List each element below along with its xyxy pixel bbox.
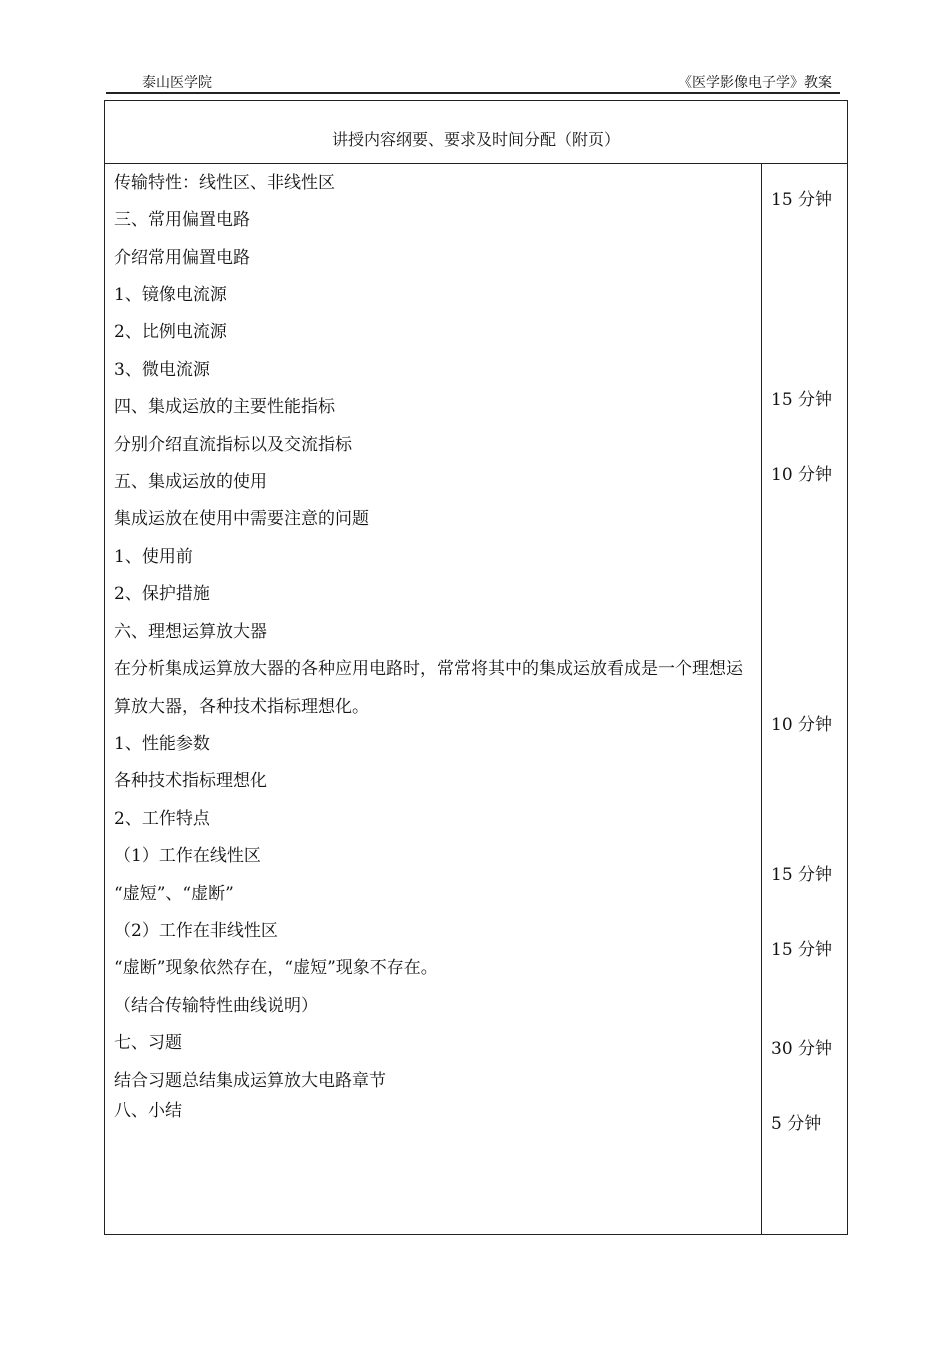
table-title-row xyxy=(105,101,847,164)
content-line: （2）工作在非线性区 xyxy=(114,921,278,941)
time-allocation: 15 分钟 xyxy=(771,390,833,410)
content-line: 七、习题 xyxy=(114,1033,182,1053)
time-allocation: 5 分钟 xyxy=(771,1114,822,1134)
content-line: 五、集成运放的使用 xyxy=(114,472,267,492)
table-title: 讲授内容纲要、要求及时间分配（附页） xyxy=(331,130,620,149)
time-allocation: 15 分钟 xyxy=(771,190,833,210)
content-line: 集成运放在使用中需要注意的问题 xyxy=(114,509,369,529)
content-line: 传输特性：线性区、非线性区 xyxy=(114,173,335,193)
content-line: 2、保护措施 xyxy=(114,584,210,604)
content-line: 在分析集成运算放大器的各种应用电路时，常常将其中的集成运放看成是一个理想运 xyxy=(114,659,743,679)
time-allocation: 10 分钟 xyxy=(771,715,833,735)
content-line: 六、理想运算放大器 xyxy=(114,622,267,642)
content-line: 四、集成运放的主要性能指标 xyxy=(114,397,335,417)
time-allocation: 10 分钟 xyxy=(771,465,833,485)
content-line: （结合传输特性曲线说明） xyxy=(114,996,318,1016)
content-line: 3、微电流源 xyxy=(114,360,210,380)
content-line: 2、工作特点 xyxy=(114,809,210,829)
content-line: 结合习题总结集成运算放大电路章节 xyxy=(114,1071,386,1091)
time-allocation: 30 分钟 xyxy=(771,1039,833,1059)
header-course-title: 《医学影像电子学》教案 xyxy=(678,75,832,91)
time-allocation: 15 分钟 xyxy=(771,940,833,960)
content-line: 算放大器，各种技术指标理想化。 xyxy=(114,697,369,717)
content-line: 2、比例电流源 xyxy=(114,322,227,342)
content-line: “虚短”、“虚断” xyxy=(114,884,234,904)
lecture-outline-table xyxy=(104,100,848,1235)
content-line: 1、性能参数 xyxy=(114,734,210,754)
content-line: 分别介绍直流指标以及交流指标 xyxy=(114,435,352,455)
content-line: （1）工作在线性区 xyxy=(114,846,261,866)
content-line: “虚断”现象依然存在，“虚短”现象不存在。 xyxy=(114,958,438,978)
header-institution: 泰山医学院 xyxy=(142,75,212,91)
content-line: 介绍常用偏置电路 xyxy=(114,248,250,268)
header-rule xyxy=(106,92,840,94)
content-line: 八、小结 xyxy=(114,1101,182,1121)
time-allocation: 15 分钟 xyxy=(771,865,833,885)
content-line: 三、常用偏置电路 xyxy=(114,210,250,230)
content-line: 1、镜像电流源 xyxy=(114,285,227,305)
column-divider xyxy=(761,163,762,1234)
content-line: 各种技术指标理想化 xyxy=(114,771,267,791)
content-line: 1、使用前 xyxy=(114,547,193,567)
